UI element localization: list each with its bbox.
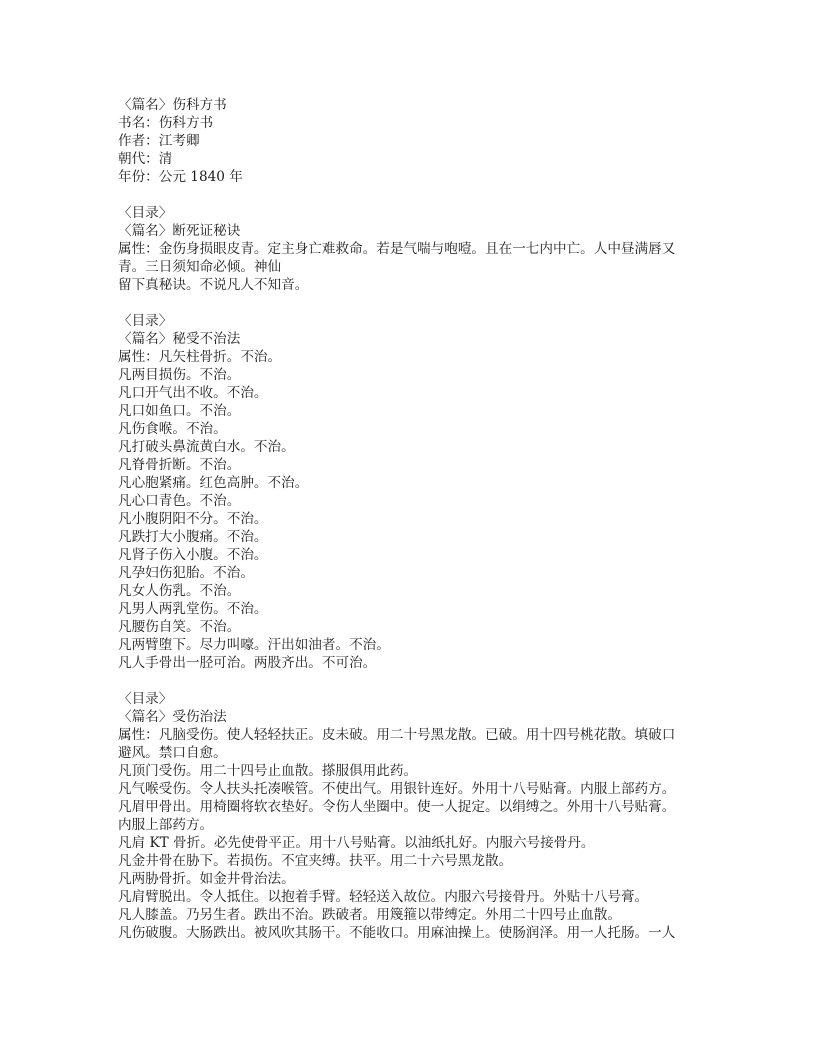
text-line: 凡打破头鼻流黄白水。不治。 [118,439,295,455]
toc-marker: 〈目录〉 [118,313,173,329]
text-line: 留下真秘诀。不说凡人不知音。 [118,277,309,293]
text-line: 凡人膝盖。乃另生者。跌出不治。跌破者。用篾箍以带缚定。外用二十四号止血散。 [118,907,621,923]
text-line: 凡肾子伤入小腹。不治。 [118,547,268,563]
text-line: 凡孕妇伤犯胎。不治。 [118,565,254,581]
text-line: 凡伤破腹。大肠跌出。被风吹其肠干。不能收口。用麻油操上。使肠润泽。用一人托肠。一人 [118,925,676,941]
text-line: 内服上部药方。 [118,817,214,833]
document-body [118,96,738,942]
chapter-title: 〈篇名〉伤科方书 [118,97,227,113]
text-line: 凡两胁骨折。如金井骨治法。 [118,871,295,887]
text-line: 青。三日须知命必倾。神仙 [118,259,282,275]
sections [118,186,738,942]
book-name: 书名：伤科方书 [118,115,214,131]
text-line: 凡两臂堕下。尽力叫嚎。汗出如油者。不治。 [118,637,390,653]
text-line: 凡顶门受伤。用二十四号止血散。搽服俱用此药。 [118,763,418,779]
text-line: 凡跌打大小腹痛。不治。 [118,529,268,545]
text-line: 凡肩臂脱出。令人抵住。以抱着手臂。轻轻送入故位。内服六号接骨丹。外贴十八号膏。 [118,889,649,905]
text-line: 凡小腹阴阳不分。不治。 [118,511,268,527]
text-line: 属性：凡脑受伤。使人轻轻扶正。皮未破。用二十号黑龙散。已破。用十四号桃花散。填破口 [118,727,676,743]
text-line: 凡金井骨在胁下。若损伤。不宜夹缚。扶平。用二十六号黑龙散。 [118,853,513,869]
text-line: 凡心口青色。不治。 [118,493,241,509]
text-line: 凡眉甲骨出。用椅圈将软衣垫好。令伤人坐圈中。使一人捉定。以绢缚之。外用十八号贴膏。 [118,799,676,815]
toc-marker: 〈目录〉 [118,205,173,221]
text-line: 凡脊骨折断。不治。 [118,457,241,473]
text-line: 避风。禁口自愈。 [118,745,227,761]
section [118,312,738,672]
blank-line [118,294,738,312]
toc-marker: 〈目录〉 [118,691,173,707]
text-line: 凡口开气出不收。不治。 [118,385,268,401]
year: 年份：公元 1840 年 [118,169,243,185]
text-line: 凡气喉受伤。令人扶头托凑喉管。不使出气。用银针连好。外用十八号贴膏。内服上部药方。 [118,781,676,797]
text-line: 凡肩 KT 骨折。必先使骨平正。用十八号贴膏。以油纸扎好。内服六号接骨丹。 [118,835,595,851]
text-line: 属性：金伤身损眼皮青。定主身亡难救命。若是气喘与咆噎。且在一七内中亡。人中昼满唇又 [118,241,676,257]
chapter-heading: 〈篇名〉断死证秘诀 [118,223,241,239]
text-line: 凡两目损伤。不治。 [118,367,241,383]
text-line: 凡人手骨出一胫可治。两股齐出。不可治。 [118,655,377,671]
text-line: 凡男人两乳堂伤。不治。 [118,601,268,617]
chapter-heading: 〈篇名〉受伤治法 [118,709,227,725]
text-line: 属性：凡矢柱骨折。不治。 [118,349,282,365]
text-line: 凡口如鱼口。不治。 [118,403,241,419]
author: 作者：江考卿 [118,133,200,149]
text-line: 凡伤食喉。不治。 [118,421,227,437]
blank-line [118,672,738,690]
text-line: 凡女人伤乳。不治。 [118,583,241,599]
text-line: 凡心胞紧痛。红色高肿。不治。 [118,475,309,491]
section [118,690,738,942]
chapter-heading: 〈篇名〉秘受不治法 [118,331,241,347]
section [118,204,738,294]
text-line: 凡腰伤自笑。不治。 [118,619,241,635]
blank-line [118,186,738,204]
dynasty: 朝代：清 [118,151,173,167]
